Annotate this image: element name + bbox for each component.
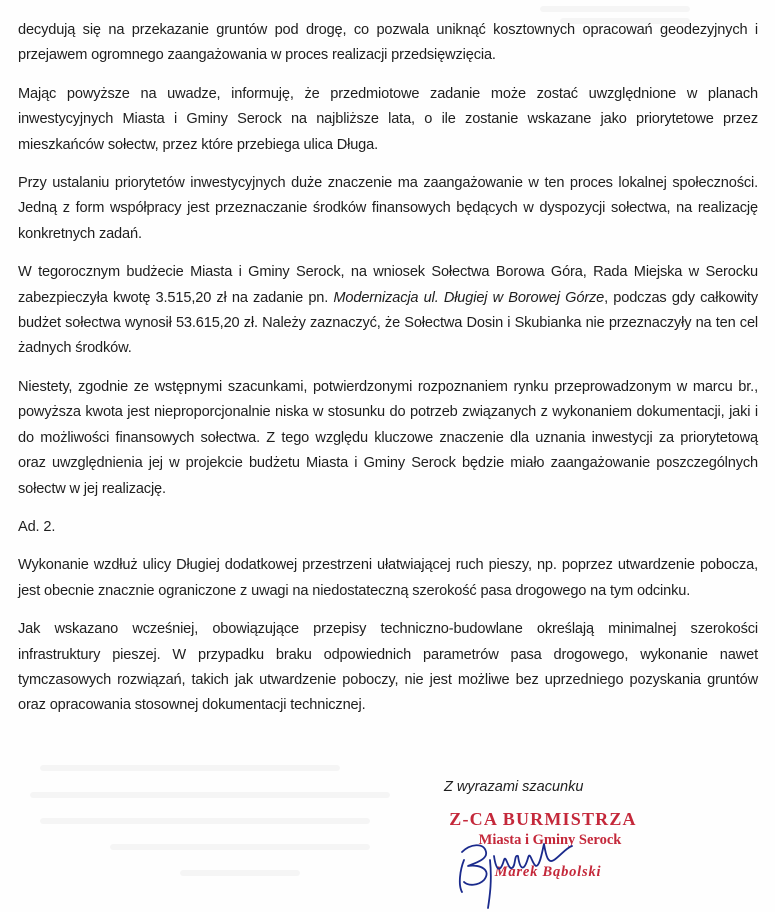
paragraph: Mając powyższe na uwadze, informuję, że przedmiotowe zadanie może zostać uwzględnione w planach inwestycyjnych Miasta i Gminy Serock na najbliższe lata, o ile zostanie wskazane jako priorytetowe przez mieszkańców sołectw, przez które przebiega ulica Długa. [18, 85, 758, 153]
paragraph: decydują się na przekazanie gruntów pod drogę, co pozwala uniknąć kosztownych opracowań geodezyjnych i przejawem ogromnego zaangażowania w proces realizacji przedsięwzięcia. [18, 22, 758, 64]
bleed-through-mark [110, 844, 370, 850]
paragraph: Jak wskazano wcześniej, obowiązujące przepisy techniczno-budowlane określają minimalnej szerokości infrastruktury pieszej. W przypadku braku odpowiednich parametrów pasa drogowego, wykonanie nawet tymczasowych rozwiązań, takich jak utwardzenie poboczy, nie jest możliwe bez uprzedniego pozyskania gruntów oraz opracowania stosownej dokumentacji technicznej. [18, 621, 758, 714]
closing-salutation: Z wyrazami szacunku [444, 779, 584, 795]
budget-text-end: , podczas gdy całkowity budżet sołectwa wynosił 53.615,20 zł. Należy zaznaczyć, że Sołectwa Dosin i Skubianka nie przeznaczyły na ten cel żadnych środków. [18, 289, 758, 357]
section-heading: Ad. 2. [18, 518, 56, 535]
bleed-through-mark [30, 792, 390, 798]
budget-paragraph [18, 260, 758, 362]
bleed-through-mark [40, 765, 340, 771]
handwritten-signature-icon [450, 830, 580, 910]
paragraph: Niestety, zgodnie ze wstępnymi szacunkami, potwierdzonymi rozpoznaniem rynku przeprowadzonym w marcu br., powyższa kwota jest nieproporcjonalnie niska w stosunku do potrzeb związanych z wykonaniem dokumentacji, jaki i do możliwości finansowych sołectwa. Z tego względu kluczowe znaczenie dla uznania inwestycji za priorytetową oraz uwzględnienia jej w projekcie budżetu Miasta i Gminy Serock będzie miało zaangażowanie poszczególnych sołectw w jej realizację. [18, 378, 758, 497]
bleed-through-mark [540, 6, 690, 12]
stamp-name: Marek Bąbolski [494, 864, 602, 880]
paragraph: Wykonanie wzdłuż ulicy Długiej dodatkowej przestrzeni ułatwiającej ruch pieszy, np. poprzez utwardzenie pobocza, jest obecnie znacznie ograniczone z uwagi na niedostateczną szerokość pasa drogowego na tym odcinku. [18, 557, 758, 599]
letter-body [18, 18, 758, 732]
task-name: Modernizacja ul. Długiej w Borowej Górze [333, 289, 605, 306]
bleed-through-mark [40, 818, 370, 824]
bleed-through-mark [180, 870, 300, 876]
paragraph: Przy ustalaniu priorytetów inwestycyjnych duże znaczenie ma zaangażowanie w ten proces lokalnej społeczności. Jedną z form współpracy jest przeznaczanie środków finansowych będących w dyspozycji sołectwa, na realizację konkretnych zadań. [18, 175, 758, 242]
budget-text-start: W tegorocznym budżecie Miasta i Gminy Serock, na wniosek Sołectwa Borowa Góra, Rada Miejska w Serocku zabezpieczyła kwotę 3.515,20 zł na zadanie pn. [18, 264, 758, 306]
stamp-title: Z-CA BURMISTRZA [449, 809, 637, 829]
stamp-office: Miasta i Gminy Serock [478, 832, 622, 848]
